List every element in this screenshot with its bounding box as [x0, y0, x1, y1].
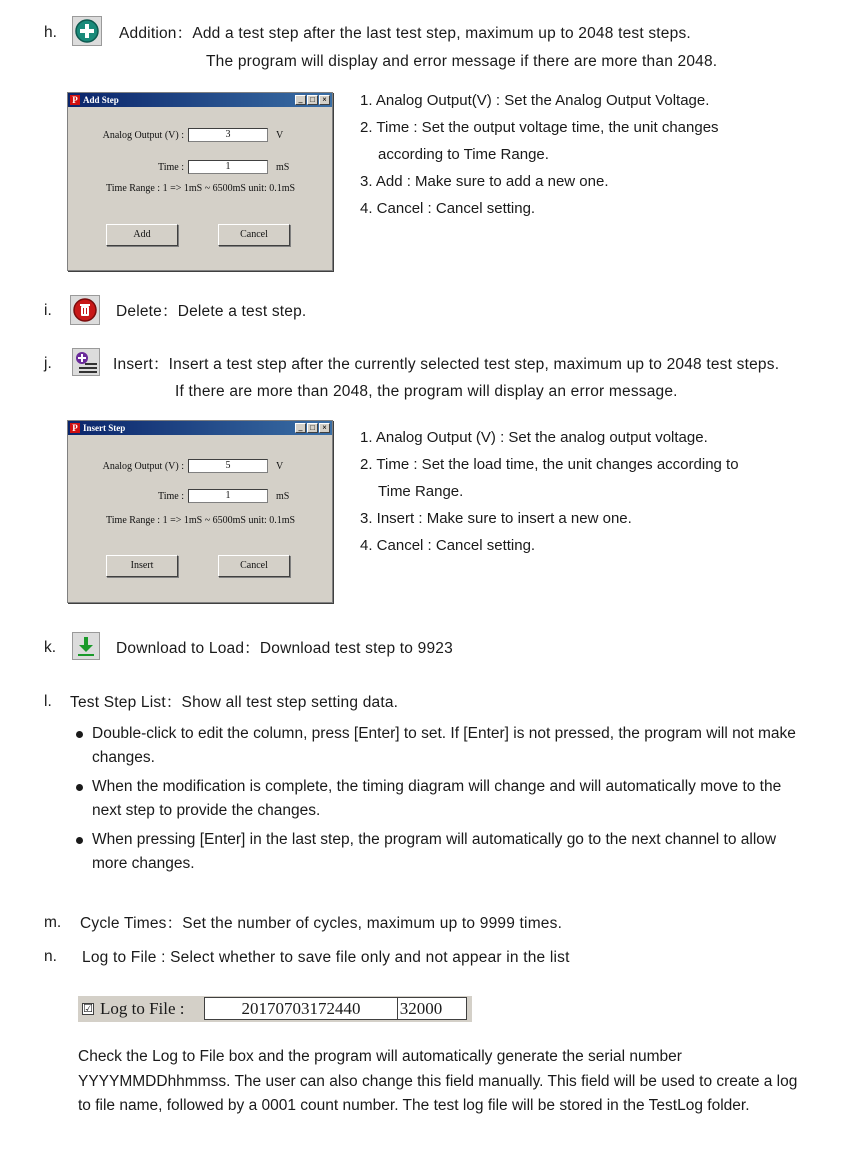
minimize-icon[interactable]: _ — [295, 95, 306, 105]
add-button[interactable]: Add — [106, 224, 178, 246]
analog-output-input[interactable]: 5 — [188, 459, 268, 473]
list-item: Time Range. — [378, 483, 464, 500]
list-item: 4. Cancel : Cancel setting. — [360, 537, 536, 554]
insert-description-list — [360, 424, 739, 559]
item-letter-j: j. — [44, 355, 52, 372]
analog-output-label: Analog Output (V) : — [102, 130, 184, 141]
item-letter-l: l. — [44, 693, 52, 710]
time-unit: mS — [276, 162, 290, 173]
item-letter-h: h. — [44, 24, 57, 41]
insert-line2: If there are more than 2048, the program will display an error message. — [175, 383, 678, 400]
item-letter-k: k. — [44, 639, 57, 656]
cancel-button[interactable]: Cancel — [218, 555, 290, 577]
test-step-list-text: Test Step List：Show all test step setting data. — [70, 694, 399, 711]
time-label: Time : — [157, 162, 184, 173]
time-input[interactable]: 1 — [188, 489, 268, 503]
delete-icon[interactable] — [70, 295, 100, 325]
analog-output-label: Analog Output (V) : — [102, 461, 184, 472]
addition-line2: The program will display and error message if there are more than 2048. — [206, 53, 718, 70]
list-item: 2. Time : Set the output voltage time, the unit changes — [360, 119, 719, 136]
dialog-titlebar — [68, 93, 332, 107]
insert-icon[interactable] — [72, 348, 100, 376]
delete-text: Delete：Delete a test step. — [116, 303, 307, 320]
dialog-title: Insert Step — [83, 423, 126, 433]
list-item: 2. Time : Set the load time, the unit changes according to — [360, 456, 739, 473]
close-icon[interactable]: × — [319, 423, 330, 433]
log-to-file-text: Log to File : Select whether to save file only and not appear in the list — [82, 949, 570, 966]
list-item: 3. Insert : Make sure to insert a new one. — [360, 510, 632, 527]
count-field[interactable]: 32000 — [375, 997, 467, 1020]
item-letter-m: m. — [44, 914, 62, 931]
cancel-button[interactable]: Cancel — [218, 224, 290, 246]
list-item: When pressing [Enter] in the last step, the program will automatically go to the next channel to allow more changes. — [74, 828, 809, 876]
download-icon[interactable] — [72, 632, 100, 660]
maximize-icon[interactable]: □ — [307, 423, 318, 433]
list-item: according to Time Range. — [378, 146, 549, 163]
add-icon[interactable] — [72, 16, 102, 46]
app-icon: P — [70, 423, 80, 433]
time-label: Time : — [157, 491, 184, 502]
test-step-bullets — [74, 722, 809, 876]
analog-unit: V — [276, 130, 284, 141]
insert-step-dialog — [67, 420, 333, 603]
add-step-dialog — [67, 92, 333, 271]
close-icon[interactable]: × — [319, 95, 330, 105]
time-range-text: Time Range : 1 => 1mS ~ 6500mS unit: 0.1mS — [106, 183, 296, 194]
log-to-file-bar — [78, 996, 472, 1022]
item-letter-n: n. — [44, 948, 57, 965]
minimize-icon[interactable]: _ — [295, 423, 306, 433]
cycle-times-text: Cycle Times：Set the number of cycles, maximum up to 9999 times. — [80, 915, 563, 932]
list-item: 1. Analog Output (V) : Set the analog output voltage. — [360, 429, 708, 446]
app-icon: P — [70, 95, 80, 105]
log-to-file-checkbox[interactable]: ☑ — [83, 1003, 93, 1015]
list-item: 1. Analog Output(V) : Set the Analog Output Voltage. — [360, 92, 710, 109]
addition-line1: Addition：Add a test step after the last test step, maximum up to 2048 test steps. — [119, 25, 691, 42]
time-range-text: Time Range : 1 => 1mS ~ 6500mS unit: 0.1mS — [106, 515, 296, 526]
log-to-file-label: Log to File : — [100, 999, 185, 1018]
list-item: 3. Add : Make sure to add a new one. — [360, 173, 609, 190]
download-text: Download to Load：Download test step to 9923 — [116, 640, 453, 657]
dialog-title: Add Step — [83, 95, 119, 105]
dialog-titlebar — [68, 421, 332, 435]
maximize-icon[interactable]: □ — [307, 95, 318, 105]
add-description-list — [360, 87, 719, 222]
list-item: When the modification is complete, the timing diagram will change and will automatically move to the next step to provide the changes. — [74, 775, 809, 823]
analog-output-input[interactable]: 3 — [188, 128, 268, 142]
list-item: Double-click to edit the column, press [Enter] to set. If [Enter] is not pressed, the program will not make changes. — [74, 722, 809, 770]
insert-line1: Insert：Insert a test step after the currently selected test step, maximum up to 2048 test steps. — [113, 356, 780, 373]
item-letter-i: i. — [44, 302, 52, 319]
time-unit: mS — [276, 491, 290, 502]
list-item: 4. Cancel : Cancel setting. — [360, 200, 536, 217]
analog-unit: V — [276, 461, 284, 472]
serial-number-field[interactable]: 20170703172440 — [204, 997, 398, 1020]
time-input[interactable]: 1 — [188, 160, 268, 174]
insert-button[interactable]: Insert — [106, 555, 178, 577]
log-to-file-paragraph: Check the Log to File box and the program will automatically generate the serial number YYYYMMDDhhmmss. The user can also change this field manually. This field will be used to create a log to file name, followed by a 0001 count number. The test log file will be stored in the TestLog folder. — [78, 1048, 798, 1114]
